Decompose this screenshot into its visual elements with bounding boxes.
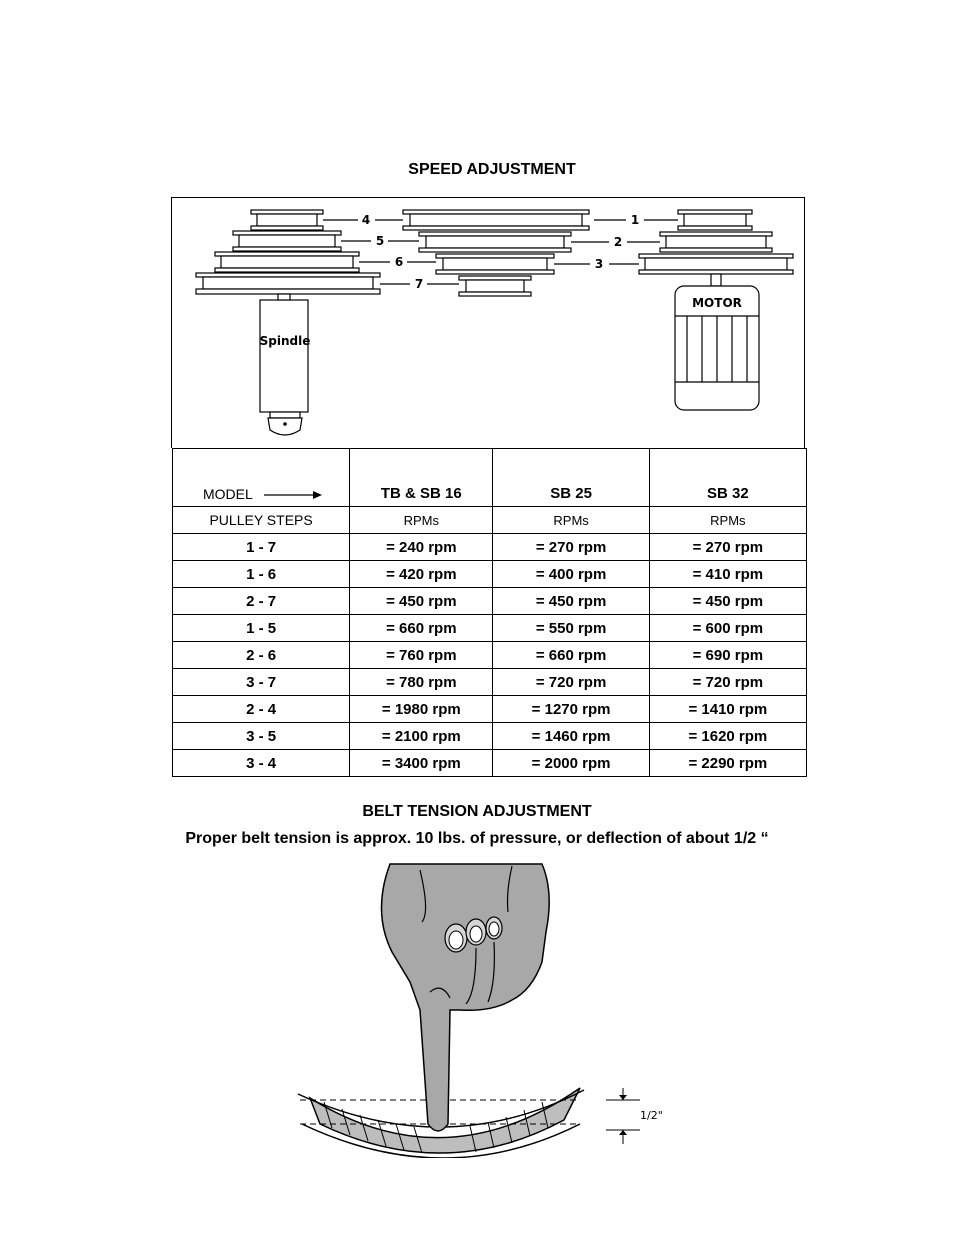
speed-table [172,448,807,777]
rpm-unit-label: RPMs [493,507,649,534]
model-label: MODEL [203,486,253,502]
deflection-label: 1/2" [640,1109,663,1122]
rpm-cell: = 2100 rpm [350,723,493,750]
motor-label: MOTOR [692,296,742,310]
model-name: TB & SB 16 [350,449,493,507]
rpm-cell: = 660 rpm [350,615,493,642]
rpm-cell: = 450 rpm [493,588,649,615]
rpm-unit-label: RPMs [350,507,493,534]
table-row [173,696,807,723]
rpm-cell: = 270 rpm [649,534,806,561]
model-header-cell [173,449,350,507]
pulley-steps-cell: 3 - 7 [173,669,350,696]
pulley-steps-cell: 2 - 6 [173,642,350,669]
rpm-cell: = 1410 rpm [649,696,806,723]
pulley-step-label-4: 4 [361,213,371,227]
rpm-cell: = 660 rpm [493,642,649,669]
belt-tension-illustration [280,862,680,1158]
rpm-cell: = 720 rpm [649,669,806,696]
table-row [173,750,807,777]
table-row [173,615,807,642]
rpm-cell: = 410 rpm [649,561,806,588]
rpm-cell: = 780 rpm [350,669,493,696]
pulley-step-label-3: 3 [594,257,604,271]
pulley-steps-cell: 2 - 7 [173,588,350,615]
rpm-cell: = 550 rpm [493,615,649,642]
pulley-step-label-1: 1 [630,213,640,227]
rpm-cell: = 690 rpm [649,642,806,669]
rpm-cell: = 450 rpm [350,588,493,615]
pulley-step-label-5: 5 [375,234,385,248]
model-header-row [173,449,807,507]
model-name: SB 25 [493,449,649,507]
belt-tension-instructions: Proper belt tension is approx. 10 lbs. of pressure, or deflection of about 1/2 “ [185,830,769,847]
rpm-cell: = 240 rpm [350,534,493,561]
speed-adjustment-title: SPEED ADJUSTMENT [408,161,576,178]
rpm-unit-label: RPMs [649,507,806,534]
model-name: SB 32 [649,449,806,507]
arrow-right-icon [264,490,322,500]
rpm-cell: = 450 rpm [649,588,806,615]
table-row [173,534,807,561]
belt-tension-title: BELT TENSION ADJUSTMENT [362,803,592,820]
rpm-cell: = 760 rpm [350,642,493,669]
table-row [173,723,807,750]
rpm-cell: = 1620 rpm [649,723,806,750]
spindle-label: Spindle [259,334,311,348]
rpm-cell: = 270 rpm [493,534,649,561]
pulley-step-label-7: 7 [414,277,424,291]
pulley-steps-label: PULLEY STEPS [173,507,350,534]
rpm-cell: = 1460 rpm [493,723,649,750]
pulley-steps-cell: 1 - 6 [173,561,350,588]
rpm-cell: = 2290 rpm [649,750,806,777]
pulley-diagram-drawing [172,198,806,449]
rpm-cell: = 720 rpm [493,669,649,696]
rpm-cell: = 3400 rpm [350,750,493,777]
pulley-steps-cell: 1 - 7 [173,534,350,561]
pulley-steps-cell: 1 - 5 [173,615,350,642]
table-row [173,588,807,615]
pulley-step-label-6: 6 [394,255,404,269]
table-row [173,669,807,696]
table-row [173,561,807,588]
pulley-steps-cell: 3 - 5 [173,723,350,750]
pulley-step-label-2: 2 [613,235,623,249]
pulley-steps-cell: 3 - 4 [173,750,350,777]
pulley-diagram [171,197,805,448]
table-row [173,642,807,669]
rpm-cell: = 420 rpm [350,561,493,588]
rpm-cell: = 2000 rpm [493,750,649,777]
pulley-steps-cell: 2 - 4 [173,696,350,723]
rpm-cell: = 1980 rpm [350,696,493,723]
rpm-cell: = 1270 rpm [493,696,649,723]
units-row [173,507,807,534]
rpm-cell: = 600 rpm [649,615,806,642]
rpm-cell: = 400 rpm [493,561,649,588]
